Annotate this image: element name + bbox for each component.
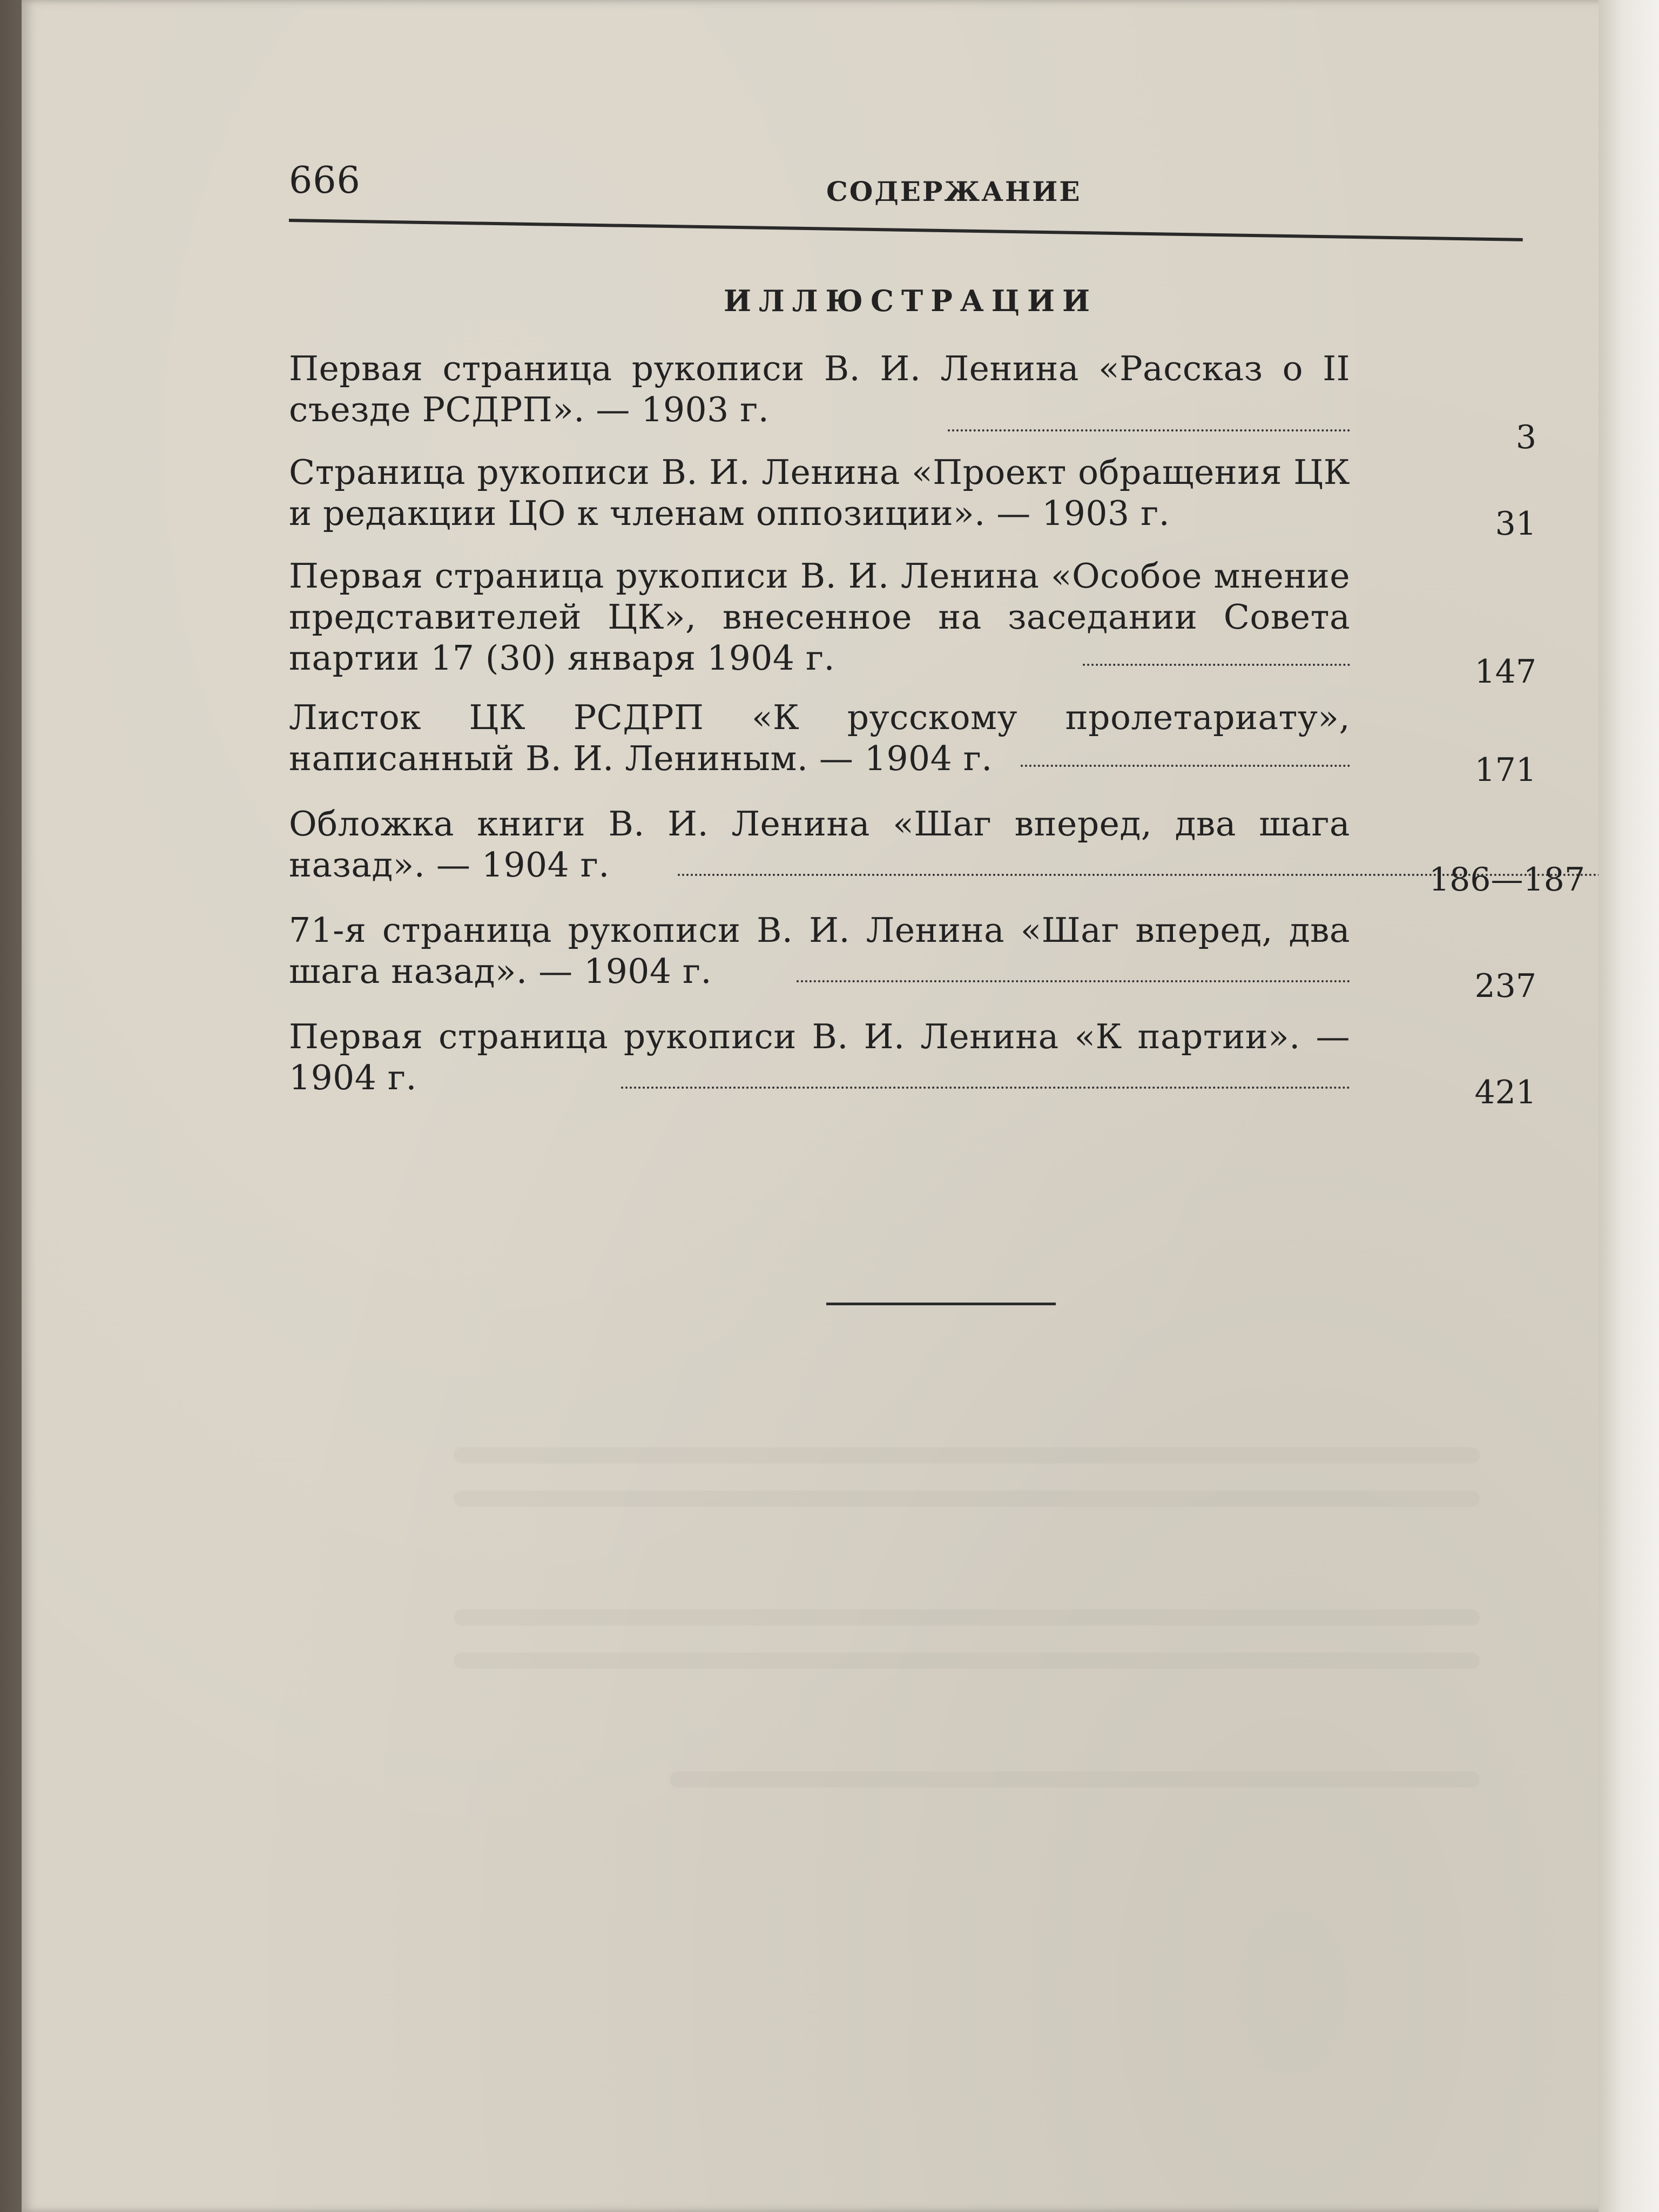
section-title: ИЛЛЮСТРАЦИИ: [724, 284, 1097, 318]
dot-leader: [948, 429, 1350, 431]
entry-title: Листок ЦК РСДРП «К русскому пролетариату», написанный В. И. Лениным. — 1904 г.: [289, 698, 1350, 778]
entry-title: Первая страница рукописи В. И. Ленина «Рассказ о II съезде РСДРП». — 1903 г.: [289, 349, 1350, 429]
end-rule: [826, 1303, 1056, 1305]
entry-title: Страница рукописи В. И. Ленина «Проект обращения ЦК и редакции ЦО к членам оппозиции». — 1903 г.: [289, 453, 1350, 533]
illustrations-list: [289, 348, 1585, 1120]
entry-title: Первая страница рукописи В. И. Ленина «К партии». — 1904 г.: [289, 1017, 1350, 1097]
list-item: [289, 556, 1536, 691]
entry-title: Первая страница рукописи В. И. Ленина «Особое мнение представителей ЦК», внесенное на заседании Совета партии 17 (30) января 1904 г.: [289, 556, 1350, 678]
entry-page: 421: [1474, 1074, 1536, 1111]
entry-page: 147: [1474, 653, 1536, 691]
entry-page: 237: [1474, 967, 1536, 1005]
list-item: [289, 697, 1536, 801]
list-item: [289, 348, 1536, 456]
background-edge: [1599, 0, 1659, 2212]
dot-leader: [1083, 664, 1350, 666]
entry-page: 171: [1474, 751, 1536, 789]
list-item: [289, 910, 1536, 1014]
running-head: [289, 159, 1526, 208]
list-item: [289, 804, 1585, 907]
page-number: 666: [289, 159, 361, 202]
show-through-text: [454, 1609, 1480, 1626]
entry-page: 3: [1515, 419, 1536, 456]
header-rule: [289, 219, 1523, 241]
entry-title: 71-я страница рукописи В. И. Ленина «Шаг вперед, два шага назад». — 1904 г.: [289, 911, 1350, 991]
entry-page: 31: [1495, 505, 1536, 543]
show-through-text: [454, 1491, 1480, 1507]
dot-leader: [621, 1087, 1350, 1089]
show-through-text: [670, 1771, 1480, 1788]
running-head-title: СОДЕРЖАНИЕ: [826, 176, 1082, 207]
entry-title: Обложка книги В. И. Ленина «Шаг вперед, два шага назад». — 1904 г.: [289, 804, 1350, 885]
show-through-text: [454, 1653, 1480, 1669]
book-page: [22, 0, 1609, 2212]
list-item: [289, 1016, 1536, 1120]
entry-page: 186—187: [1428, 861, 1585, 899]
dot-leader: [797, 980, 1350, 982]
dot-leader: [1021, 765, 1350, 767]
show-through-text: [454, 1447, 1480, 1464]
list-item: [289, 452, 1536, 556]
